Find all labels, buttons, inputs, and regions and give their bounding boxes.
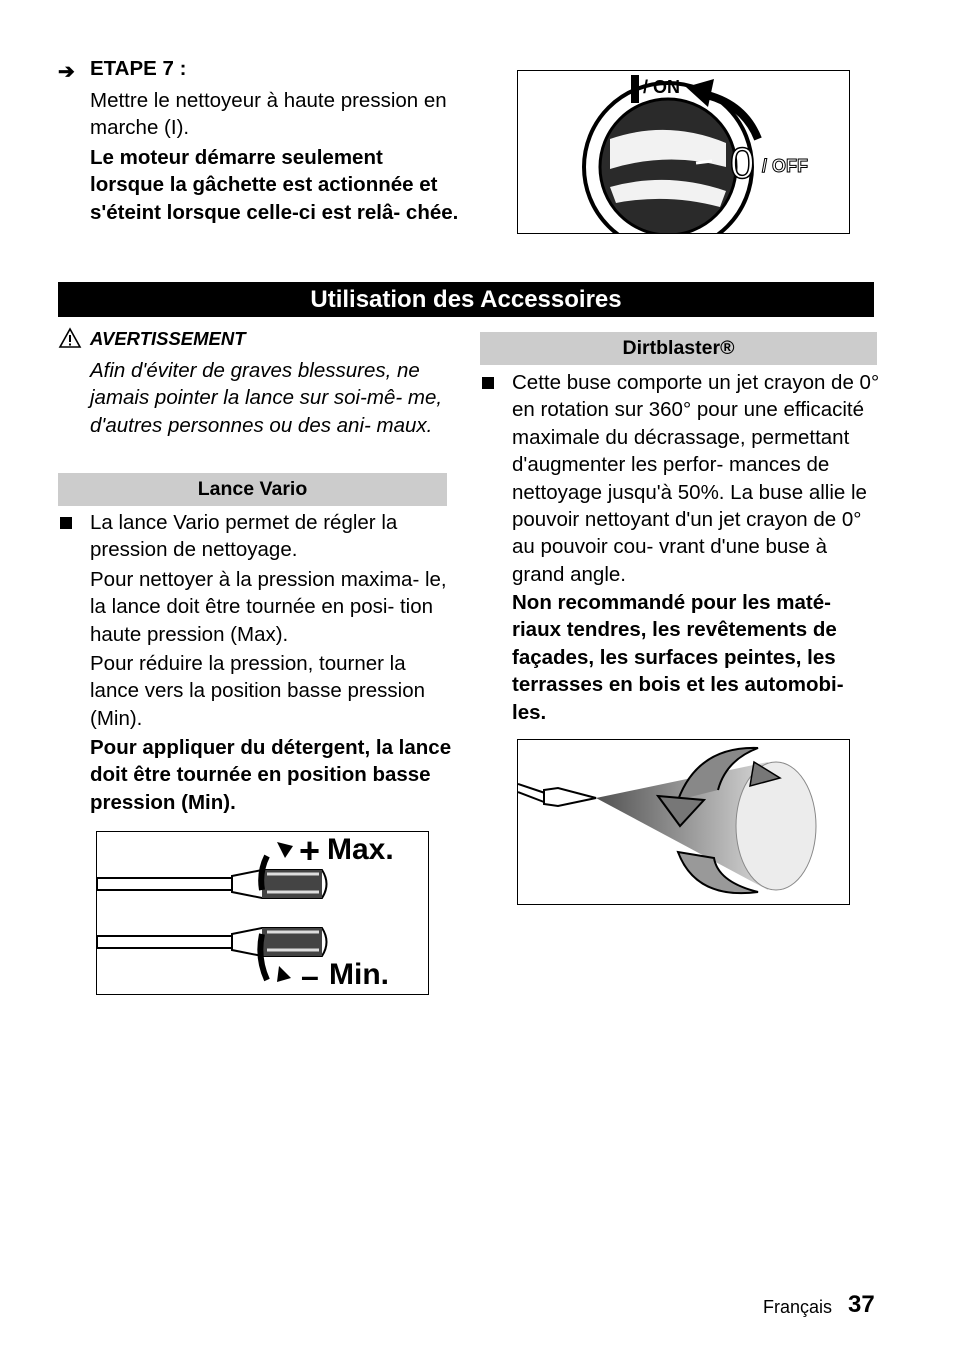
min-label: Min. (329, 958, 389, 991)
step-title: ETAPE 7 : (90, 57, 187, 80)
power-switch-illustration (518, 71, 849, 233)
footer-language: Français (763, 1297, 833, 1317)
on-label: / ON (643, 77, 681, 97)
lance-vario-text: Pour réduire la pression, tourner la lance vers la position basse pression (Min). (90, 652, 426, 730)
plus-sign: + (299, 831, 321, 871)
lance-vario-heading: Lance Vario (58, 473, 447, 506)
step-note: Le moteur démarre seulement lorsque la gâchette est actionnée et s'éteint lorsque celle-ci est relâ- chée. (90, 146, 459, 224)
lance-vario-detergent-note: Pour appliquer du détergent, la lance doit être tournée en position basse pression (Min). (90, 736, 452, 814)
minus-sign: – (301, 958, 319, 994)
dirtblaster-text: Cette buse comporte un jet crayon de 0° en rotation sur 360° pour une efficacité maximale du décrassage, permettant d'augmenter les perfor- mances de nettoyage jusqu'à 50%. La buse allie le pouvoir nettoyant d'un jet crayon de 0° au pouvoir cou- vrant d'une buse à grand angle. (512, 371, 880, 586)
dirtblaster-heading: Dirtblaster® (480, 332, 877, 365)
warning-title: AVERTISSEMENT (90, 328, 246, 349)
lance-vario-text: La lance Vario permet de régler la pression de nettoyage. (90, 511, 398, 562)
warning-triangle-icon (58, 327, 82, 349)
power-switch-figure (517, 70, 850, 234)
off-symbol: 0 (730, 139, 755, 188)
dirtblaster-figure (517, 739, 850, 905)
dirtblaster-warning: Non recommandé pour les maté- riaux tendres, les revêtements de façades, les surfaces peintes, les terrasses en bois et les automobi- les. (512, 591, 844, 724)
lance-vario-figure (96, 831, 429, 995)
section-title: Utilisation des Accessoires (58, 282, 874, 317)
warning-body: Afin d'éviter de graves blessures, ne jamais pointer la lance sur soi-mê- me, d'autres personnes ou des ani- maux. (90, 359, 443, 437)
bullet-icon (60, 517, 72, 529)
step-arrow-icon: ➔ (58, 61, 75, 83)
lance-vario-text: Pour nettoyer à la pression maxima- le, la lance doit être tournée en posi- tion haute pression (Max). (90, 568, 447, 646)
step-instruction: Mettre le nettoyeur à haute pression en marche (I). (90, 89, 447, 140)
bullet-icon (482, 377, 494, 389)
dirtblaster-illustration (518, 740, 849, 904)
max-label: Max. (327, 833, 394, 866)
page-number: 37 (848, 1291, 875, 1318)
off-label: / OFF (762, 156, 808, 176)
